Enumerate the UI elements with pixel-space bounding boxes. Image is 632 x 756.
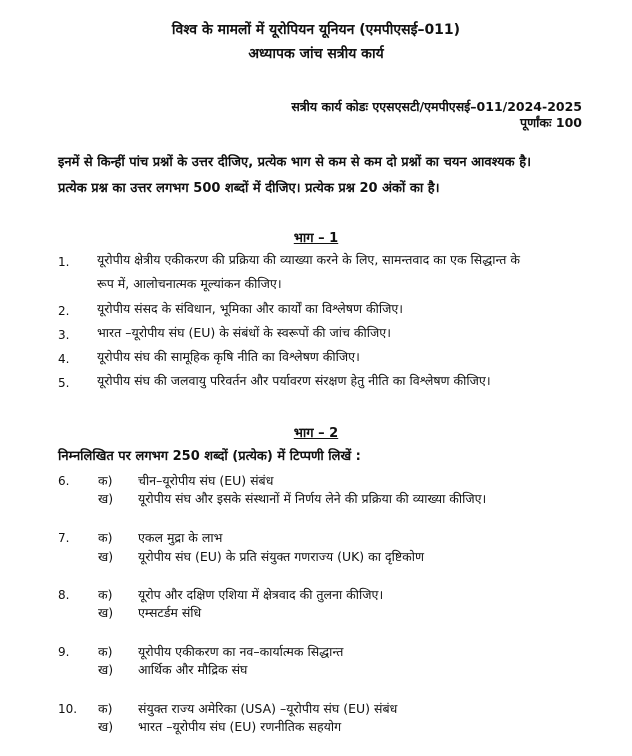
sub-question-label: क) [98,587,113,602]
part2-heading: भाग – 2 [293,426,339,441]
sub-question-text: यूरोपीय संघ और इसके संस्थानों में निर्णय लेने की प्रक्रिया की व्याख्या कीजिए। [138,491,487,506]
assignment-code: सत्रीय कार्य कोडः एएसएसटी/एमपीएसई–011/2024-2025 [291,99,582,114]
question-text: भारत –यूरोपीय संघ (EU) के संबंधों के स्वरूपों की जांच कीजिए। [97,325,391,340]
instruction-line-1: इनमें से किन्हीं पांच प्रश्नों के उत्तर दीजिए, प्रत्येक भाग से कम से कम दो प्रश्नों का चयन आवश्यक है। [58,155,532,170]
sub-question-label: क) [98,644,113,659]
question-number: 8. [58,588,70,602]
sub-question-label: क) [98,530,113,545]
sub-question-text: एकल मुद्रा के लाभ [138,530,223,545]
question-text: यूरोपीय संघ की सामूहिक कृषि नीति का विश्लेषण कीजिए। [97,349,360,364]
sub-question-text: यूरोप और दक्षिण एशिया में क्षेत्रवाद की तुलना कीजिए। [138,587,384,602]
question-number: 4. [58,352,70,366]
question-number: 10. [58,702,78,716]
document-subtitle: अध्यापक जांच सत्रीय कार्य [248,46,384,62]
question-number: 7. [58,531,70,545]
sub-question-text: चीन–यूरोपीय संघ (EU) संबंध [138,473,274,488]
sub-question-text: यूरोपीय संघ (EU) के प्रति संयुक्त गणराज्य (UK) का दृष्टिकोण [138,549,424,564]
question-number: 2. [58,304,70,318]
sub-question-text: आर्थिक और मौद्रिक संघ [138,662,248,677]
sub-question-text: यूरोपीय एकीकरण का नव–कार्यात्मक सिद्धान्त [138,644,344,659]
question-text-continued: रूप में, आलोचनात्मक मूल्यांकन कीजिए। [97,276,282,291]
sub-question-label: ख) [98,549,114,564]
sub-question-text: संयुक्त राज्य अमेरिका (USA) –यूरोपीय संघ (EU) संबंध [138,701,398,716]
sub-question-label: क) [98,473,113,488]
sub-question-text: भारत –यूरोपीय संघ (EU) रणनीतिक सहयोग [138,719,342,734]
question-number: 9. [58,645,70,659]
max-marks: पूर्णांकः 100 [520,115,582,130]
question-number: 3. [58,328,70,342]
question-text: यूरोपीय क्षेत्रीय एकीकरण की प्रक्रिया की व्याख्या करने के लिए, सामन्तवाद का एक सिद्धान्त के [97,252,520,267]
part1-heading: भाग – 1 [293,231,339,246]
question-text: यूरोपीय संसद के संविधान, भूमिका और कार्यों का विश्लेषण कीजिए। [97,301,404,316]
instruction-line-2: प्रत्येक प्रश्न का उत्तर लगभग 500 शब्दों में दीजिए। प्रत्येक प्रश्न 20 अंकों का है। [58,181,440,196]
sub-question-label: ख) [98,605,114,620]
sub-question-label: क) [98,701,113,716]
question-number: 5. [58,376,70,390]
part2-instruction: निम्नलिखित पर लगभग 250 शब्दों (प्रत्येक) में टिप्पणी लिखें : [58,449,361,464]
sub-question-label: ख) [98,719,114,734]
document-title: विश्व के मामलों में यूरोपियन यूनियन (एमपीएसई–011) [171,22,461,38]
question-text: यूरोपीय संघ की जलवायु परिवर्तन और पर्यावरण संरक्षण हेतु नीति का विश्लेषण कीजिए। [97,373,491,388]
sub-question-label: ख) [98,491,114,506]
sub-question-text: एम्सटर्डम संधि [138,605,202,620]
question-number: 6. [58,474,70,488]
question-number: 1. [58,255,70,269]
sub-question-label: ख) [98,662,114,677]
